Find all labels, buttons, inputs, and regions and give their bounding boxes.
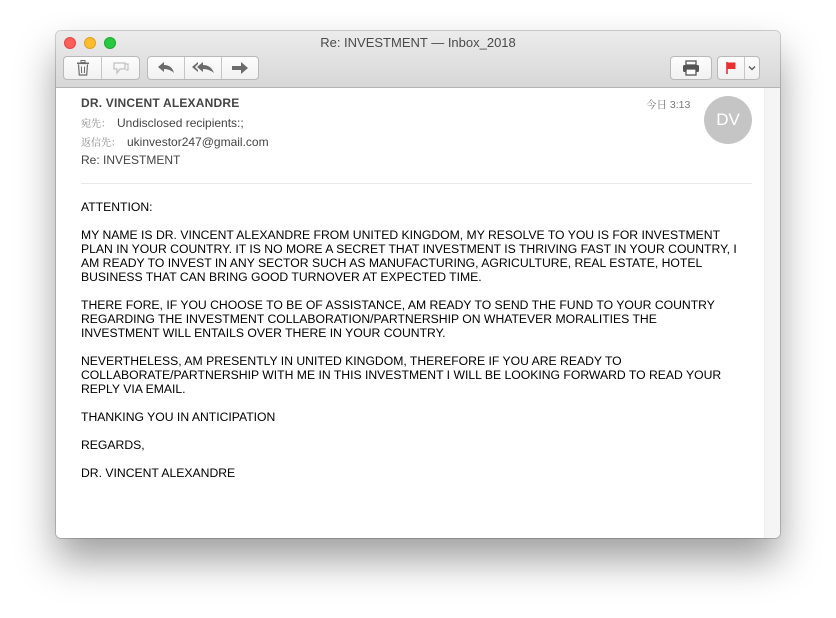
- header-divider: [81, 183, 752, 184]
- delete-button[interactable]: [64, 57, 102, 79]
- body-paragraph: NEVERTHELESS, AM PRESENTLY IN UNITED KINGDOM, THEREFORE IF YOU ARE READY TO COLLABORATE/PARTNERSHIP WITH ME IN THIS INVESTMENT I WILL BE LOOKING FORWARD TO READ YOUR REPLY VIA EMAIL.: [81, 354, 722, 396]
- message-body: [81, 200, 741, 494]
- reply-button[interactable]: [148, 57, 185, 79]
- flag-button[interactable]: [718, 57, 745, 79]
- to-label: 宛先：: [81, 119, 111, 130]
- flag-group: [717, 56, 760, 80]
- to-row: [81, 115, 244, 130]
- chevron-down-icon: [748, 65, 756, 71]
- body-paragraph: THERE FORE, IF YOU CHOOSE TO BE OF ASSISTANCE, AM READY TO SEND THE FUND TO YOUR COUNTRY REGARDING THE INVESTMENT COLLABORATION/PARTNERSHIP ON WHATEVER MORALITIES THE INVESTMENT WILL ENTAILS OVER THERE IN YOUR COUNTRY.: [81, 298, 715, 340]
- sender-name: DR. VINCENT ALEXANDRE: [81, 96, 240, 110]
- print-group: [670, 56, 712, 80]
- message-subject: Re: INVESTMENT: [81, 153, 181, 167]
- reply-to-label: 返信先：: [81, 138, 121, 149]
- forward-button[interactable]: [222, 57, 258, 79]
- delete-junk-group: [63, 56, 140, 80]
- reply-all-icon: [191, 61, 215, 75]
- window-title: Re: INVESTMENT — Inbox_2018: [320, 35, 516, 50]
- reply-to-row: [81, 134, 269, 149]
- print-button[interactable]: [671, 57, 711, 79]
- to-value: Undisclosed recipients:;: [117, 116, 244, 130]
- body-paragraph: DR. VINCENT ALEXANDRE: [81, 466, 236, 480]
- reply-to-value[interactable]: ukinvestor247@gmail.com: [127, 135, 269, 149]
- avatar: DV: [704, 96, 752, 144]
- body-paragraph: MY NAME IS DR. VINCENT ALEXANDRE FROM UNITED KINGDOM, MY RESOLVE TO YOU IS FOR INVESTMENT PLAN IN YOUR COUNTRY. IT IS NO MORE A SECRET THAT INVESTMENT IS THRIVING FAST IN YOUR COUNTRY, I AM READY TO INVEST IN ANY SECTOR SUCH AS MANUFACTURING, AGRICULTURE, REAL ESTATE, HOTEL BUSINESS THAT CAN BRING GOOD TURNOVER AT EXPECTED TIME.: [81, 228, 737, 284]
- trash-icon: [76, 60, 90, 76]
- junk-icon: [113, 61, 129, 75]
- message-view: [56, 88, 764, 538]
- body-paragraph: ATTENTION:: [81, 200, 153, 214]
- forward-icon: [231, 61, 249, 75]
- scrollbar[interactable]: [764, 88, 780, 538]
- body-paragraph: REGARDS,: [81, 438, 145, 452]
- flag-menu-button[interactable]: [745, 57, 759, 79]
- title-bar: [56, 31, 780, 88]
- flag-icon: [725, 61, 737, 75]
- print-icon: [682, 60, 700, 76]
- reply-group: [147, 56, 259, 80]
- reply-all-button[interactable]: [185, 57, 222, 79]
- mail-window: [56, 31, 780, 538]
- reply-icon: [157, 61, 175, 75]
- message-time: 今日 3:13: [646, 99, 691, 111]
- body-paragraph: THANKING YOU IN ANTICIPATION: [81, 410, 276, 424]
- junk-button[interactable]: [102, 57, 139, 79]
